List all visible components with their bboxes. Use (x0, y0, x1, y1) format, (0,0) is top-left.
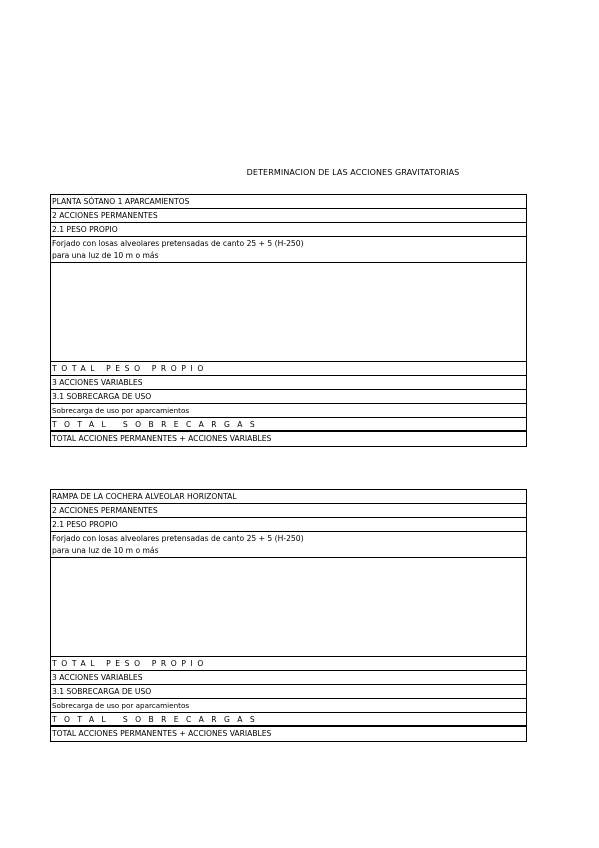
total-self-weight: TOTAL PESO PROPIO (51, 362, 526, 376)
total-live-loads: TOTAL SOBRECARGAS (51, 713, 526, 727)
slab-description (51, 237, 526, 263)
table-heading: PLANTA SÓTANO 1 APARCAMIENTOS (51, 195, 526, 209)
live-load-parking: Sobrecarga de uso por aparcamientos (51, 404, 526, 418)
grand-total: TOTAL ACCIONES PERMANENTES + ACCIONES VARIABLES (52, 729, 272, 738)
load-table-ramp (50, 489, 527, 742)
self-weight-header: 2.1 PESO PROPIO (51, 518, 526, 532)
document-title: DETERMINACION DE LAS ACCIONES GRAVITATORIAS (246, 168, 460, 177)
total-live-loads: TOTAL SOBRECARGAS (51, 418, 526, 432)
blank-area (51, 558, 526, 657)
permanent-actions-header: 2 ACCIONES PERMANENTES (51, 209, 526, 223)
permanent-actions-header: 2 ACCIONES PERMANENTES (51, 504, 526, 518)
variable-actions-header: 3 ACCIONES VARIABLES (51, 376, 526, 390)
slab-description-line-1: Forjado con losas alveolares pretensadas de canto 25 + 5 (H-250) (52, 534, 304, 543)
variable-actions-header: 3 ACCIONES VARIABLES (51, 671, 526, 685)
table-heading: RAMPA DE LA COCHERA ALVEOLAR HORIZONTAL (51, 490, 526, 504)
slab-description (51, 532, 526, 558)
total-self-weight: TOTAL PESO PROPIO (51, 657, 526, 671)
live-load-header: 3.1 SOBRECARGA DE USO (51, 390, 526, 404)
self-weight-header: 2.1 PESO PROPIO (51, 223, 526, 237)
blank-area (51, 263, 526, 362)
grand-total: TOTAL ACCIONES PERMANENTES + ACCIONES VARIABLES (52, 434, 272, 443)
slab-description-line-1: Forjado con losas alveolares pretensadas de canto 25 + 5 (H-250) (52, 239, 304, 248)
slab-description-line-2: para una luz de 10 m o más (52, 251, 159, 260)
live-load-header: 3.1 SOBRECARGA DE USO (51, 685, 526, 699)
load-table-basement (50, 194, 527, 447)
live-load-parking: Sobrecarga de uso por aparcamientos (51, 699, 526, 713)
slab-description-line-2: para una luz de 10 m o más (52, 546, 159, 555)
